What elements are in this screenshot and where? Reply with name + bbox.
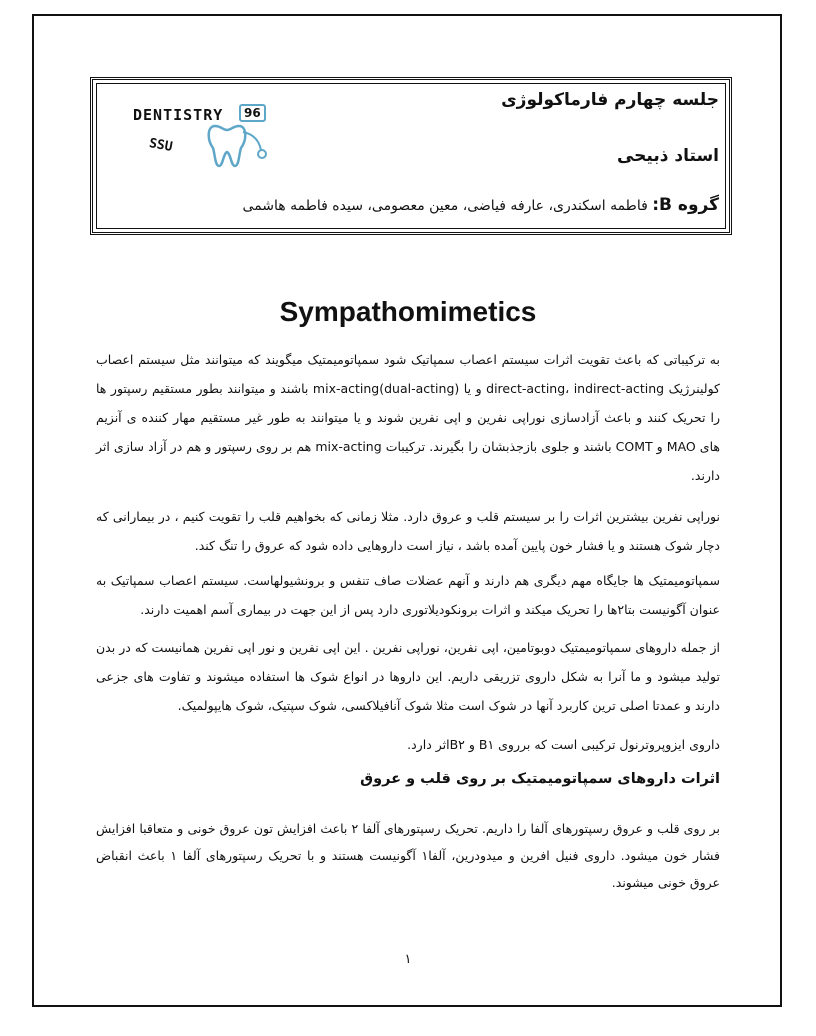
paragraph-5: داروی ایزوپروترنول ترکیبی است که برروی B۱ و B۲اثر دارد. [407, 737, 720, 752]
paragraph-6: بر روی قلب و عروق رسپتورهای آلفا را داریم. تحریک رسپتورهای آلفا ۲ باعث افزایش تون عروق خونی و متعاقبا افزایش فشار خون میشود. داروی فنیل افرین و میدودرین، آلفا۱ آگونیست هستند و با تحریک رسپتورهای آلفا ۱ باعث انقباض عروق خونی میشوند. [96, 821, 721, 890]
group-line [243, 195, 719, 215]
dentistry-logo [127, 98, 287, 178]
paragraph-4: از جمله داروهای سمپاتومیمتیک دوبوتامین، اپی نفرین، نوراپی نفرین . این اپی نفرین و نور اپی نفرین همانیست که در بدن تولید میشود و ما آنرا به شکل داروی تزریقی داریم. این داروها در انواع شوک ها استفاده میشوند و تفاوت های جزعی دارند و عمدتا اصلی ترین کاربرد آنها در شوک است مثلا شوک آنافیلاکسی، شوک سپتیک، شوک هایپولمیک. [96, 640, 720, 713]
session-title: جلسه چهارم فارماکولوژی [501, 90, 719, 110]
section-heading: اثرات داروهای سمپاتومیمتیک بر روی قلب و عروق [360, 771, 720, 787]
paragraph-2: نوراپی نفرین بیشترین اثرات را بر سیستم قلب و عروق دارد. مثلا زمانی که بخواهیم قلب را تقویت کنیم ، در بیمارانی که دچار شوک هستند و یا فشار خون پایین آمده باشد ، نیاز است داروهایی داده شود که عروق را تنگ کند. [96, 509, 720, 553]
tooth-icon [205, 120, 275, 172]
header-box [90, 77, 732, 235]
paragraph-1: به ترکیباتی که باعث تقویت اثرات سیستم اعصاب سمپاتیک شود سمپاتومیمتیک میگویند که میتوانند مثل سیستم اعصاب کولینرژیک direct-acting، indirect-acting و یا mix-acting(dual-acting) باشند و میتوانند بطور مستقیم رسپتور ها را تحریک کنند و باعث آزادسازی نوراپی نفرین و اپی نفرین شوند و یا میتوانند به طور غیر مستقیم مهار کننده ی آنزیم های MAO و COMT باشند و جلوی بازجذبشان را بگیرند. ترکیبات mix-acting هم بر روی رسپتور و هم در آزاد سازی اثر دارند. [96, 352, 720, 483]
page-number: ۱ [404, 952, 412, 967]
logo-text-ssu: SSU [147, 136, 174, 155]
teacher-name: استاد ذبیحی [616, 146, 719, 166]
paragraph-3: سمپاتومیمتیک ها جایگاه مهم دیگری هم دارند و آنهم عضلات صاف تنفس و برونشیولهاست. سیستم اعصاب سمپاتیک به عنوان آگونیست بتا۲ها را تحریک میکند و اثرات برونکودیلاتوری دارد پس از این جهت در بیماری آسم اهمیت دارند. [96, 573, 720, 617]
logo-text-96: 96 [239, 104, 266, 122]
logo-text-dentistry: DENTISTRY [133, 106, 224, 124]
main-title: Sympathomimetics [279, 296, 537, 327]
group-label: گروه B: [652, 195, 719, 215]
group-members: فاطمه اسکندری، عارفه فیاضی، معین معصومی، سیده فاطمه هاشمی [242, 198, 648, 214]
